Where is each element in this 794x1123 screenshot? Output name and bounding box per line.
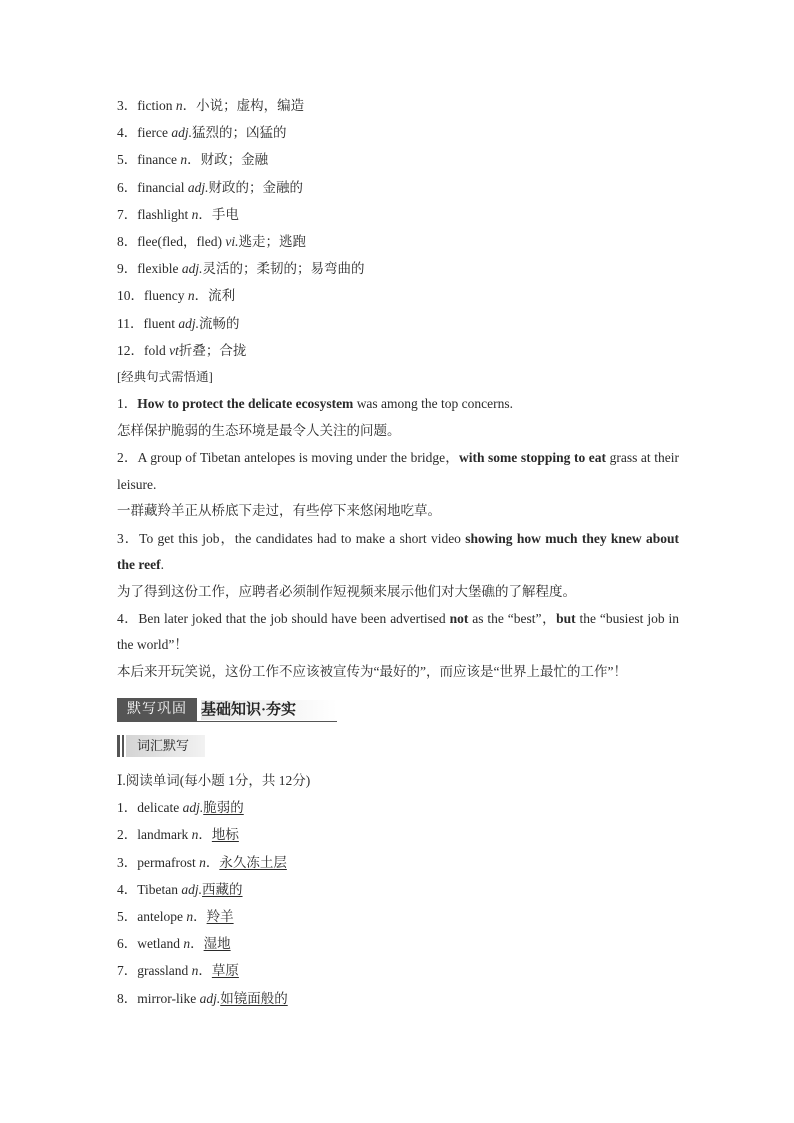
sentences-heading: [经典句式需悟通] [117,369,213,384]
vocab-word: fierce [137,125,168,141]
sentence-4 [117,606,679,686]
exercise-number: 1． [117,800,138,816]
sentence-text: A group of Tibetan antelopes is moving under the bridge， [137,450,459,466]
exercise-heading: Ⅰ.阅读单词(每小题 1分，共 12分) [117,773,311,788]
vocab-list [117,92,679,364]
exercise-item [117,957,679,984]
sentence-highlight: showing how much they knew about the reef [117,530,680,573]
section-banner [117,698,679,723]
vocab-pos: adj. [178,315,200,331]
exercise-word: mirror-like [137,990,197,1006]
subsection-tag-label: 词汇默写 [137,738,190,753]
vocab-item [117,255,679,282]
exercise-separator: ． [193,908,207,924]
sentence-text: as the “best”， [468,610,557,626]
vocab-pos: n [180,152,188,168]
sentence-highlight: with some stopping to eat [458,450,607,466]
vocab-item [117,92,679,119]
vocab-pos: vt [169,342,179,358]
sentence-highlight: How to protect the delicate ecosystem [137,396,354,412]
exercise-word: grassland [137,963,189,979]
sentence-text: was among the top concerns. [353,396,514,412]
vocab-meaning: 流畅的 [199,315,240,331]
exercise-word: wetland [137,936,180,952]
sentence-number: 3． [117,530,140,546]
vocab-meaning: 流利 [208,288,236,304]
exercise-item [117,821,679,848]
vocab-word: flee(fled，fled) [137,233,222,249]
exercise-number: 3． [117,854,138,870]
exercise-number: 4． [117,881,138,897]
vocab-word: fiction [137,98,173,113]
sentence-text: Ben later joked that the job should have been advertised [138,610,450,626]
exercise-answer: 脆弱的 [203,800,244,816]
vocab-pos: adj. [187,179,209,195]
subsection-tag [117,735,205,757]
vocab-word: flexible [137,261,179,277]
vocab-meaning: 财政的；金融的 [208,179,303,195]
banner-label: 默写巩固 [117,698,197,722]
vocab-item [117,146,679,173]
exercise-item [117,985,679,1012]
vocab-meaning: 手电 [211,206,239,222]
exercise-separator: ． [198,827,212,843]
exercise-separator: ． [198,963,212,979]
vocab-item [117,201,679,228]
exercise-separator: ． [190,936,204,952]
exercise-pos: adj. [182,800,204,816]
vocab-pos: adj. [181,261,203,277]
sentence-number: 4． [117,610,139,626]
vocab-separator: ． [194,288,209,304]
sentence-translation: 一群藏羚羊正从桥底下走过，有些停下来悠闲地吃草。 [117,503,441,519]
vocab-number: 6． [117,179,138,195]
exercise-answer: 地标 [211,827,239,843]
vocab-separator: ． [187,152,201,168]
vocab-pos: n [191,206,199,222]
exercise-word: Tibetan [137,881,179,897]
vocab-meaning: 折叠；合拢 [178,342,247,358]
vocab-number: 3． [117,98,138,113]
vocab-item [117,228,679,255]
vocab-number: 4． [117,125,138,141]
exercise-item [117,930,679,957]
vocab-separator: ． [182,98,197,113]
sentence-highlight: not [449,610,469,626]
exercise-item [117,876,679,903]
exercise-number: 6． [117,936,138,952]
vocab-item [117,337,679,364]
sentence-highlight: but [556,610,576,626]
exercise-answer: 如镜面般的 [220,990,288,1006]
exercise-pos: n [183,936,191,952]
vocab-number: 9． [117,261,138,277]
vocab-word: finance [137,152,177,168]
vocab-word: fluent [143,315,175,331]
exercise-word: landmark [137,827,189,843]
sentence-translation: 怎样保护脆弱的生态环境是最令人关注的问题。 [117,423,401,439]
vocab-word: fluency [144,288,185,304]
vocab-item [117,282,679,309]
exercise-answer: 草原 [211,963,239,979]
exercise-answer: 羚羊 [206,908,234,924]
document-page [117,92,679,1012]
vocab-pos: n [187,288,195,304]
exercise-number: 5． [117,908,138,924]
vocab-item [117,174,679,201]
vocab-number: 8． [117,233,138,249]
vocab-pos: vi. [225,233,239,249]
sentence-number: 2． [117,450,138,466]
exercise-item [117,903,679,930]
exercise-pos: adj. [181,881,203,897]
sentence-text: To get this job，the candidates had to make a short video [139,530,466,546]
vocab-word: fold [144,342,166,358]
exercise-list [117,794,679,1012]
vocab-number: 5． [117,152,138,168]
exercise-answer: 湿地 [203,936,231,952]
exercise-answer: 永久冻土层 [219,854,287,870]
vocab-word: financial [137,179,185,195]
sentence-translation: 为了得到这份工作，应聘者必须制作短视频来展示他们对大堡礁的了解程度。 [117,583,576,599]
vocab-meaning: 灵活的；柔韧的；易弯曲的 [202,261,365,277]
exercise-item [117,849,679,876]
vocab-number: 10． [117,288,144,304]
exercise-word: delicate [137,800,180,816]
vocab-item [117,119,679,146]
vocab-meaning: 逃走；逃跑 [238,233,306,249]
exercise-item [117,794,679,821]
sentence-1 [117,391,679,445]
vocab-item [117,310,679,337]
exercise-separator: ． [205,854,220,870]
banner-title: 基础知识·夯实 [201,702,297,718]
vocab-number: 7． [117,206,138,222]
sentence-text: the “busiest job in the world”！ [117,610,679,653]
exercise-word: antelope [137,908,183,924]
vocab-word: flashlight [137,206,189,222]
vocab-meaning: 小说；虚构，编造 [196,98,305,113]
vocab-pos: n [175,98,183,113]
vocab-pos: adj. [171,125,192,141]
vocab-number: 12． [117,342,144,358]
sentence-text: grass at their leisure. [117,450,679,492]
sentence-3 [117,526,679,606]
exercise-pos: n [191,963,199,979]
exercise-number: 8． [117,990,138,1006]
exercise-answer: 西藏的 [202,881,243,897]
sentence-translation: 本后来开玩笑说，这份工作不应该被宣传为“最好的”，而应该是“世界上最忙的工作”！ [117,663,627,679]
exercise-pos: n [186,908,194,924]
exercise-word: permafrost [137,854,196,870]
exercise-pos: n [199,854,206,870]
exercise-number: 7． [117,963,138,979]
exercise-pos: n [191,827,199,843]
vocab-meaning: 财政；金融 [200,152,269,168]
exercise-number: 2． [117,827,138,843]
vocab-number: 11． [117,315,144,331]
sentence-number: 1． [117,396,138,412]
vocab-separator: ． [198,206,212,222]
vocab-meaning: 猛烈的；凶猛的 [191,125,287,141]
sentence-2 [117,445,679,525]
exercise-pos: adj. [199,990,221,1006]
sentence-text: . [160,557,164,573]
